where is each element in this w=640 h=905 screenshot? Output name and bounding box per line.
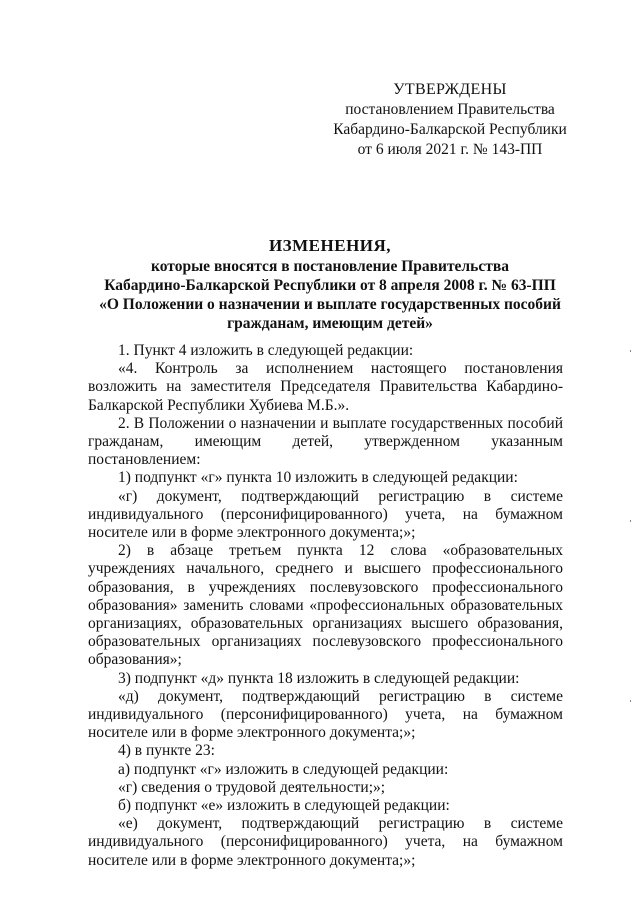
title-line-3: «О Положении о назначении и выплате государственных пособий xyxy=(99,296,561,313)
paragraph-6: 2) в абзаце третьем пункта 12 слова «образовательных учреждениях начального, среднего и высшего профессионального образования, в учреждениях послевузовского профессионального образования» заменить словами «профессиональных образовательных организациях, образовательных организациях высшего образования, образовательных организациях послевузовского профессионального образования»; xyxy=(88,542,563,669)
paragraph-1: 1. Пункт 4 изложить в следующей редакции: xyxy=(118,342,414,359)
title-main: ИЗМЕНЕНИЯ, xyxy=(268,236,392,255)
approval-line-2: Кабардино-Балкарской Республики xyxy=(333,121,567,138)
title-line-1: которые вносятся в постановление Правительства xyxy=(151,258,509,275)
approval-line-1: постановлением Правительства xyxy=(345,101,555,118)
scan-edge-mark xyxy=(630,520,631,522)
paragraph-12: б) подпункт «е» изложить в следующей редакции: xyxy=(118,797,450,815)
paragraph-3: 2. В Положении о назначении и выплате государственных пособий гражданам, имеющим детей, утвержденном указанным постановлением: xyxy=(88,414,563,469)
paragraph-7: 3) подпункт «д» пункта 18 изложить в следующей редакции: xyxy=(118,669,520,687)
paragraph-5: «г) документ, подтверждающий регистрацию в системе индивидуального (персонифицированного) учета, на бумажном носителе или в форме электронного документа;»; xyxy=(88,487,563,542)
paragraph-9: 4) в пункте 23: xyxy=(118,742,215,760)
paragraph-8: «д) документ, подтверждающий регистрацию в системе индивидуального (персонифицированного) учета, на бумажном носителе или в форме электронного документа;»; xyxy=(88,687,563,742)
scan-edge-mark xyxy=(630,700,631,702)
document-title xyxy=(80,236,580,333)
title-line-4: гражданам, имеющим детей» xyxy=(227,315,433,332)
document-body xyxy=(88,342,563,870)
paragraph-2: «4. Контроль за исполнением настоящего постановления возложить на заместителя Председателя Правительства Кабардино-Балкарской Республики Хубиева М.Б.». xyxy=(88,360,563,414)
scan-edge-mark xyxy=(630,350,631,352)
paragraph-4: 1) подпункт «г» пункта 10 изложить в следующей редакции: xyxy=(118,469,518,487)
paragraph-13: «е) документ, подтверждающий регистрацию в системе индивидуального (персонифицированного) учета, на бумажном носителе или в форме электронного документа;»; xyxy=(88,815,563,869)
approval-line-3: от 6 июля 2021 г. № 143-ПП xyxy=(357,141,543,158)
approval-heading: УТВЕРЖДЕНЫ xyxy=(393,81,507,98)
approval-stamp xyxy=(330,80,570,160)
paragraph-11: «г) сведения о трудовой деятельности;»; xyxy=(118,778,386,796)
paragraph-10: а) подпункт «г» изложить в следующей редакции: xyxy=(118,760,449,778)
title-line-2: Кабардино-Балкарской Республики от 8 апреля 2008 г. № 63-ПП xyxy=(104,277,556,294)
